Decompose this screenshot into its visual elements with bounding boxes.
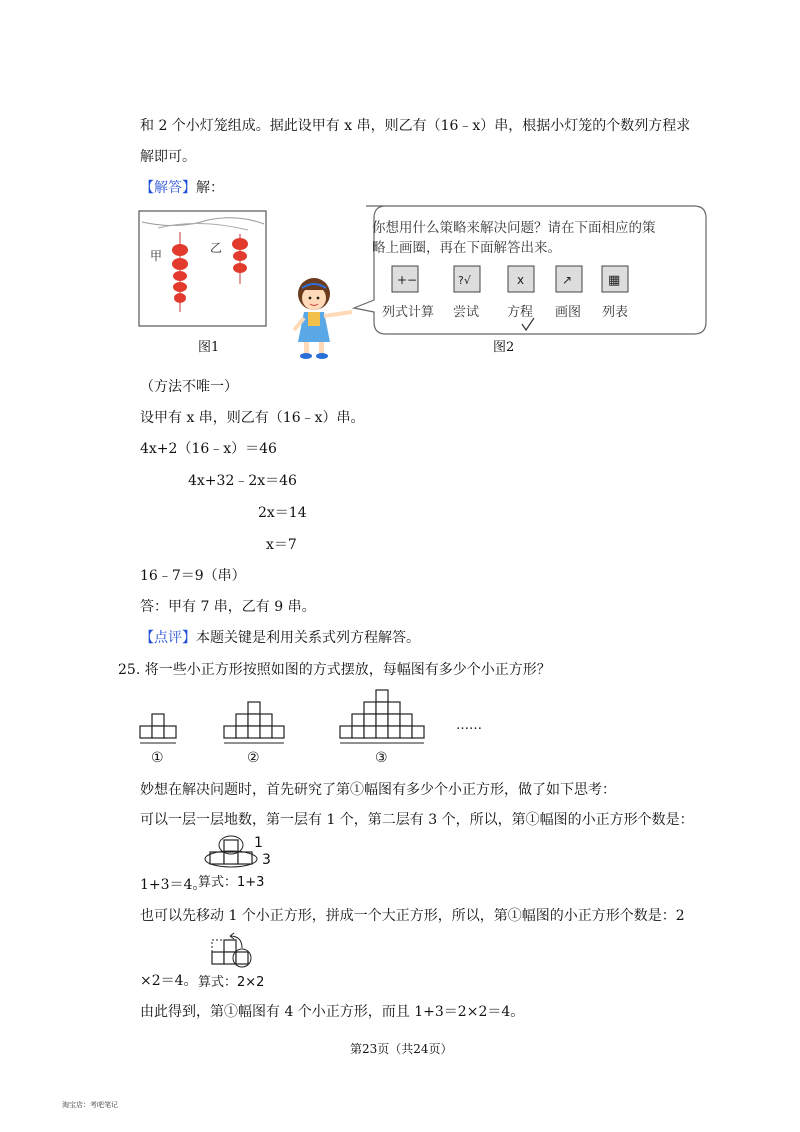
strategy-label-2: 尝试 [453, 305, 480, 320]
layer-bottom-label: 3 [262, 852, 271, 868]
strategy-label-3: 方程 [507, 305, 534, 320]
answer-tag: 【解答】 [140, 180, 196, 196]
svg-text:+−: +− [397, 273, 418, 287]
paragraph-1: 妙想在解决问题时，首先研究了第①幅图有多少个小正方形，做了如下思考： [140, 782, 616, 798]
strategy-label-1: 列式计算 [382, 305, 435, 320]
pattern-figure-1 [140, 714, 176, 738]
svg-text:▦: ▦ [608, 273, 621, 288]
figure-label-2: ② [247, 750, 260, 766]
page-number: 第23页（共24页） [350, 1042, 453, 1056]
strategy-icon-trial-icon [454, 266, 480, 292]
result-2: ×2＝4。 [140, 973, 198, 989]
strategy-icon-table-icon [602, 266, 628, 292]
equation-1: 4x+2（16﹣x）＝46 [140, 441, 277, 457]
equation-4: x＝7 [266, 537, 297, 553]
pattern-figure-2 [224, 702, 284, 738]
label-jia: 甲 [150, 249, 163, 263]
calc-line: 16﹣7＝9（串） [140, 568, 246, 584]
paragraph-3: 也可以先移动 1 个小正方形，拼成一个大正方形，所以，第①幅图的小正方形个数是：2 [140, 908, 685, 924]
bubble-line-1: 你想用什么策略来解决问题？请在下面相应的策 [372, 220, 656, 236]
comment-tag: 【点评】 [140, 630, 196, 646]
bubble-line-2: 略上画圈，再在下面解答出来。 [372, 240, 561, 256]
equation-2: 4x+32﹣2x＝46 [188, 473, 297, 489]
answer-line: 答：甲有 7 串，乙有 9 串。 [140, 599, 316, 615]
solution-line-2: 解即可。 [140, 149, 196, 165]
layer-count-sketch [196, 832, 286, 894]
svg-text:?√: ?√ [458, 274, 471, 287]
setup-line: 设甲有 x 串，则乙有（16﹣x）串。 [140, 410, 365, 426]
strategy-label-4: 画图 [555, 305, 582, 320]
question-25 [118, 661, 551, 679]
svg-text:x: x [517, 273, 525, 287]
formula-2: 算式：2×2 [198, 975, 265, 990]
strategy-label-5: 列表 [602, 305, 629, 320]
figure-1-lanterns [138, 210, 268, 328]
figure-label-1: ① [151, 750, 164, 766]
answer-heading [140, 179, 224, 197]
figure-1-caption: 图1 [198, 340, 220, 355]
pattern-figure-3 [340, 690, 424, 738]
equation-3: 2x＝14 [258, 505, 307, 521]
method-note: （方法不唯一） [140, 379, 238, 395]
square-pattern-figures [130, 685, 530, 770]
ellipsis: …… [456, 718, 482, 733]
shop-watermark: 淘宝店：考吧笔记 [62, 1101, 118, 1109]
question-number: 25. [118, 662, 141, 678]
girl-illustration [284, 268, 356, 364]
paragraph-2: 可以一层一层地数，第一层有 1 个，第二层有 3 个，所以，第①幅图的小正方形个数是： [140, 812, 694, 828]
layer-top-label: 1 [254, 835, 263, 851]
paragraph-4: 由此得到，第①幅图有 4 个小正方形，而且 1+3＝2×2＝4。 [140, 1004, 525, 1020]
formula-1: 算式：1+3 [198, 875, 265, 890]
result-1: 1+3＝4。 [140, 877, 207, 893]
strategy-icon-drawing-icon [556, 266, 582, 292]
answer-tail: 解： [196, 180, 224, 196]
comment-line [140, 629, 420, 647]
label-yi: 乙 [210, 241, 223, 255]
question-text: 将一些小正方形按照如图的方式摆放，每幅图有多少个小正方形？ [144, 662, 551, 678]
solution-line-1: 和 2 个小灯笼组成。据此设甲有 x 串，则乙有（16﹣x）串，根据小灯笼的个数列方程求 [140, 118, 691, 134]
move-square-sketch [196, 928, 286, 992]
strategy-icon-list-calc-icon [392, 266, 418, 292]
svg-text:↗: ↗ [562, 273, 573, 287]
strategy-icon-equation-icon [508, 266, 534, 292]
comment-text: 本题关键是利用关系式列方程解答。 [196, 630, 420, 646]
figure-2-bubble [350, 204, 710, 338]
figure-2-caption: 图2 [493, 340, 515, 355]
figure-label-3: ③ [375, 750, 388, 766]
